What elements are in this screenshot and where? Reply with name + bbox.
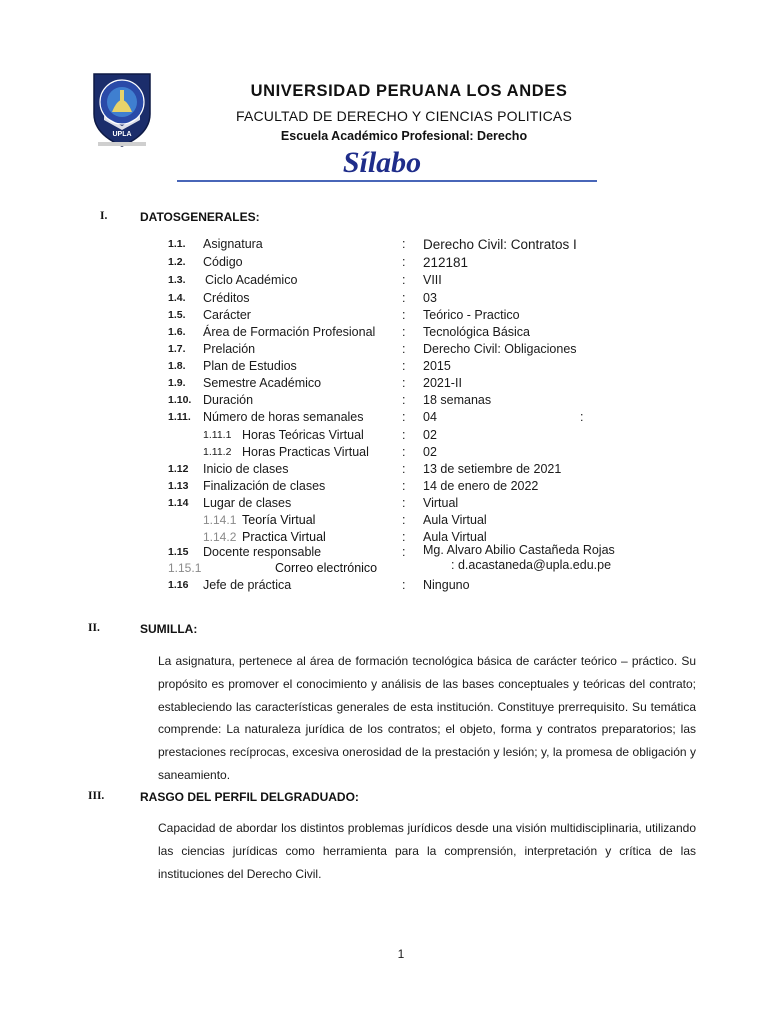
row-colon: : (402, 325, 406, 339)
row-label: Horas Teóricas Virtual (242, 428, 364, 442)
row-label: Docente responsable (203, 545, 322, 559)
row-colon: : (402, 578, 406, 592)
row-number: 1.3. (168, 274, 186, 286)
row-value: 2021-II (423, 376, 462, 390)
section-3-title: RASGO DEL PERFIL DELGRADUADO: (140, 790, 359, 804)
row-value: 13 de setiembre de 2021 (423, 462, 562, 476)
data-row (0, 358, 768, 375)
row-colon: : (402, 376, 406, 390)
row-colon: : (402, 462, 406, 476)
row-value: : d.acastaneda@upla.edu.pe (451, 558, 612, 572)
row-value: 03 (423, 291, 437, 305)
row-number: 1.10. (168, 394, 192, 406)
university-title: UNIVERSIDAD PERUANA LOS ANDES (250, 82, 568, 100)
row-colon: : (402, 479, 406, 493)
row-value: Virtual (423, 496, 459, 510)
row-label: Lugar de clases (203, 496, 292, 510)
row-number: 1.1. (168, 238, 186, 250)
row-value: Mg. Alvaro Abilio Castañeda Rojas (423, 543, 615, 557)
section-2-title: SUMILLA: (140, 622, 198, 636)
row-label: Número de horas semanales (203, 410, 364, 424)
logo-upla-text: UPLA (112, 131, 132, 138)
data-row (0, 307, 768, 324)
row-number: 1.9. (168, 377, 186, 389)
row-number: 1.11.1 (203, 429, 232, 441)
row-value: 18 semanas (423, 393, 492, 407)
row-colon: : (402, 359, 406, 373)
data-row (0, 461, 768, 478)
row-number: 1.11.2 (203, 446, 232, 458)
row-value: Teórico - Practico (423, 308, 520, 322)
row-number: 1.14.2 (203, 530, 237, 544)
row-label: Carácter (203, 308, 251, 322)
row-number: 1.4. (168, 292, 186, 304)
data-row (0, 375, 768, 392)
section-3-number: III. (88, 790, 105, 802)
row-number: 1.15 (168, 546, 189, 558)
row-value: 02 (423, 445, 437, 459)
row-number: 1.12 (168, 463, 189, 475)
row-colon: : (402, 513, 406, 527)
row-colon: : (402, 255, 406, 269)
section-2-number: II. (88, 622, 100, 634)
row-label: Área de Formación Profesional (203, 325, 376, 339)
row-value: Tecnológica Básica (423, 325, 531, 339)
row-number: 1.6. (168, 326, 186, 338)
data-row (0, 254, 768, 271)
row-number: 1.15.1 (168, 561, 202, 575)
row-colon: : (402, 342, 406, 356)
data-row (0, 272, 768, 289)
row-colon: : (402, 496, 406, 510)
row-value: Ninguno (423, 578, 470, 592)
document-title: Sílabo (342, 146, 422, 179)
row-value: Derecho Civil: Contratos I (423, 237, 577, 252)
row-number: 1.2. (168, 256, 186, 268)
row-label: Jefe de práctica (203, 578, 292, 592)
section-1-number: I. (100, 210, 108, 222)
row-value: Derecho Civil: Obligaciones (423, 342, 577, 356)
row-label: Prelación (203, 342, 256, 356)
row-number: 1.5. (168, 309, 186, 321)
row-number: 1.14 (168, 497, 189, 509)
row-number: 1.14.1 (203, 513, 237, 527)
data-row (0, 290, 768, 307)
row-colon: : (402, 428, 406, 442)
row-colon: : (402, 237, 406, 251)
faculty-title: FACULTAD DE DERECHO Y CIENCIAS POLITICAS (235, 108, 573, 124)
row-colon: : (402, 273, 406, 287)
row-label: Plan de Estudios (203, 359, 297, 373)
row-colon: : (402, 393, 406, 407)
data-row (0, 495, 768, 512)
row-value: Aula Virtual (423, 513, 487, 527)
row-value: VIII (423, 273, 442, 287)
row-label: Inicio de clases (203, 462, 289, 476)
row-colon: : (402, 308, 406, 322)
data-row (0, 409, 768, 426)
row-value: 04 (423, 410, 437, 424)
row-colon: : (402, 530, 406, 544)
row-value: 14 de enero de 2022 (423, 479, 539, 493)
row-label: Practica Virtual (242, 530, 326, 544)
data-row (0, 324, 768, 341)
row-colon: : (402, 445, 406, 459)
row-label: Semestre Académico (203, 376, 322, 390)
row-label: Correo electrónico (275, 561, 378, 575)
row-value: 212181 (423, 255, 469, 270)
row-label: Código (203, 255, 243, 269)
row-label: Asignatura (203, 237, 263, 251)
row-number: 1.7. (168, 343, 186, 355)
sumilla-paragraph: La asignatura, pertenece al área de formación tecnológica básica de carácter teórico – práctico. Su propósito es promover el conocimiento y análisis de las bases conceptuales y teóricas del contrato; estableciendo las características generales de esta institución. Constituye prerrequisito. Su temática comprende: La naturaleza jurídica de los contratos; el objeto, forma y contratos preparatorios; las prestaciones recíprocas, excesiva onerosidad de la prestación y lesión; y, la promesa de obligación y saneamiento. (158, 654, 696, 782)
data-row (0, 444, 768, 461)
section-1-title: DATOSGENERALES: (140, 210, 260, 224)
perfil-paragraph: Capacidad de abordar los distintos problemas jurídicos desde una visión multidisciplinaria, utilizando las ciencias jurídicas como herramienta para la comprensión, interpretación y crítica de las instituciones del Derecho Civil. (158, 821, 696, 881)
page-number: 1 (397, 947, 405, 961)
school-title: Escuela Académico Profesional: Derecho (280, 129, 528, 143)
row-label: Duración (203, 393, 254, 407)
row-extra-colon: : (580, 410, 584, 424)
row-number: 1.11. (168, 411, 191, 423)
title-underline (177, 180, 597, 182)
row-number: 1.16 (168, 579, 189, 591)
data-row (0, 341, 768, 358)
data-row (0, 577, 768, 594)
data-row (0, 392, 768, 409)
row-value: 02 (423, 428, 437, 442)
data-row (0, 478, 768, 495)
row-colon: : (402, 410, 406, 424)
data-row (0, 544, 768, 561)
row-colon: : (402, 291, 406, 305)
row-value: Aula Virtual (423, 530, 487, 544)
row-label: Ciclo Académico (205, 273, 298, 287)
row-number: 1.8. (168, 360, 186, 372)
row-label: Teoría Virtual (242, 513, 316, 527)
row-value: 2015 (423, 359, 451, 373)
row-label: Finalización de clases (203, 479, 326, 493)
data-row (0, 512, 768, 529)
data-row (0, 427, 768, 444)
row-colon: : (402, 545, 406, 559)
data-row (0, 236, 768, 253)
row-label: Horas Practicas Virtual (242, 445, 369, 459)
row-label: Créditos (203, 291, 250, 305)
row-number: 1.13 (168, 480, 189, 492)
data-row (0, 560, 768, 577)
